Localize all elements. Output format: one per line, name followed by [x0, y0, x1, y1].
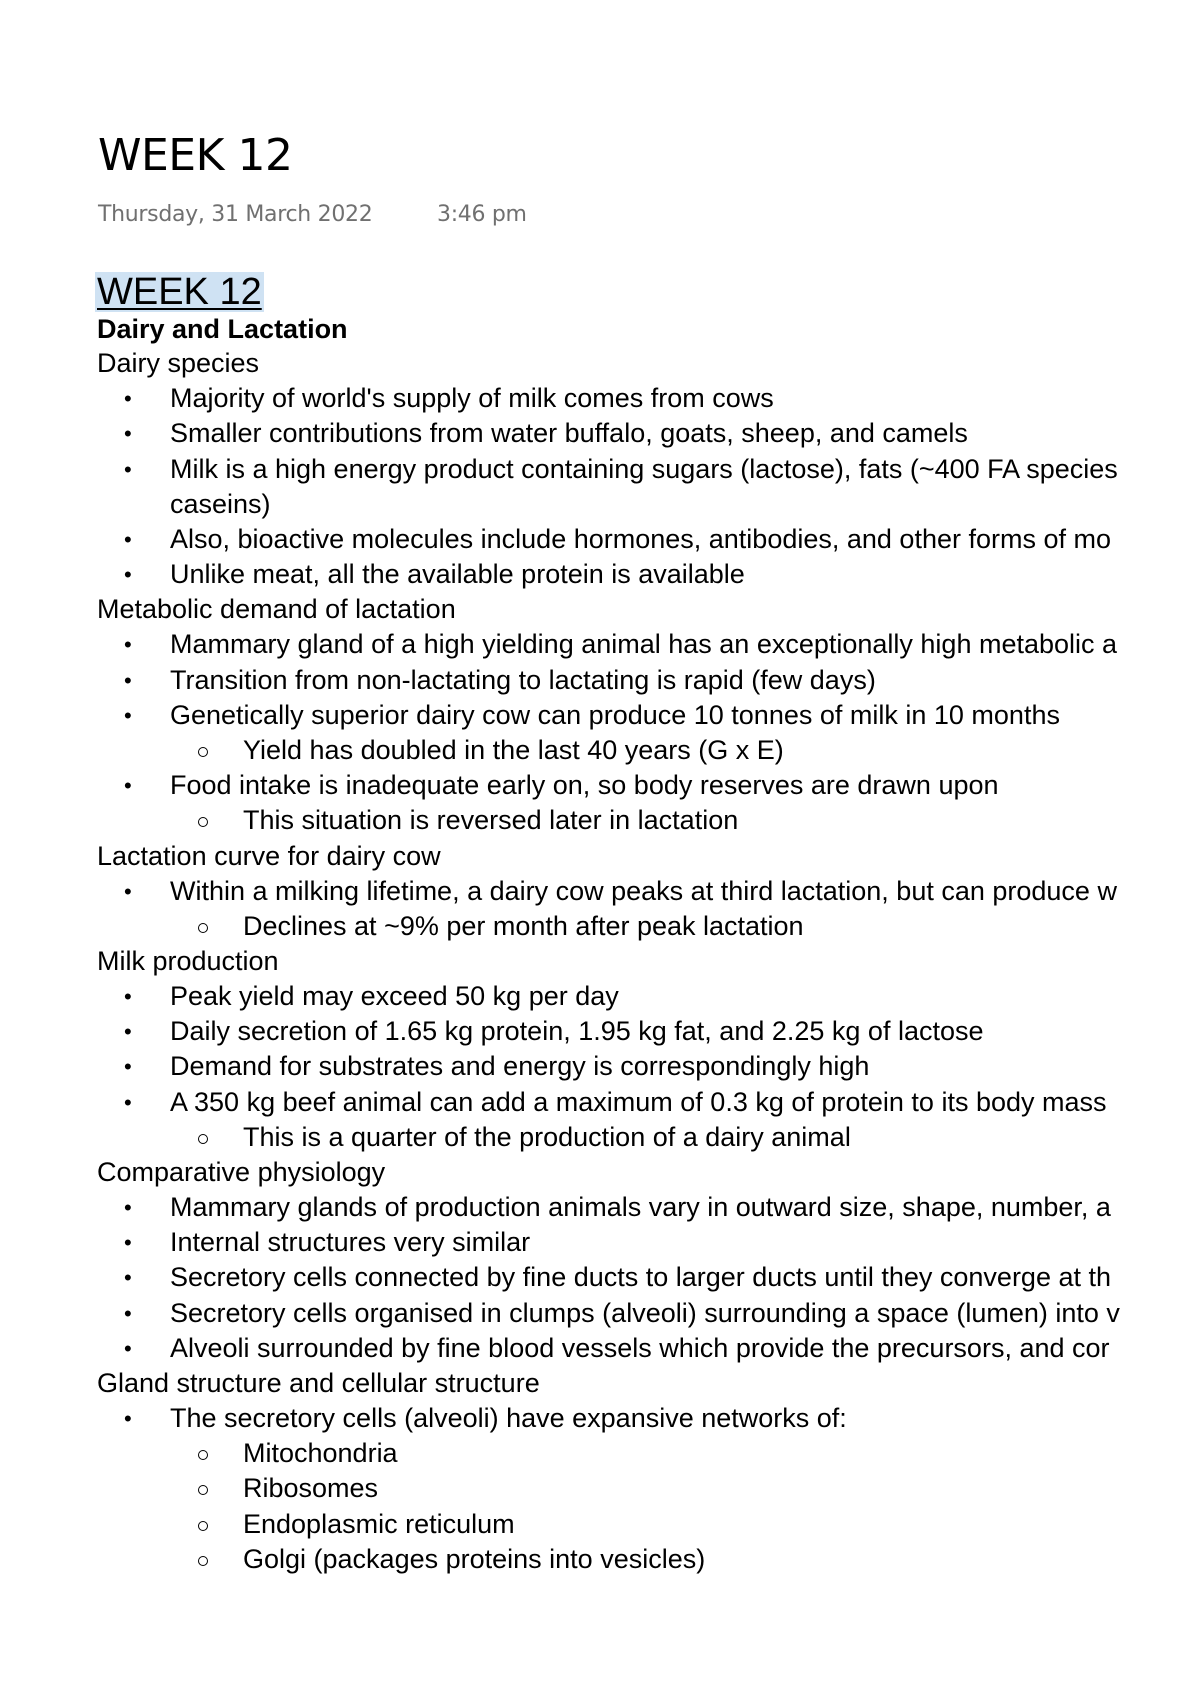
section-title-dairy-species: Dairy species [97, 348, 260, 379]
list-item: • A 350 kg beef animal can add a maximum of 0.3 kg of protein to its body mass [97, 1085, 1200, 1120]
list-item: • Food intake is inadequate early on, so body reserves are drawn upon [97, 768, 1200, 803]
list-item: • Majority of world's supply of milk comes from cows [97, 381, 1200, 416]
list-comparative-physiology [97, 1190, 1200, 1366]
sub-list-item: Yield has doubled in the last 40 years (G x E) [97, 733, 1200, 768]
list-metabolic-demand [97, 627, 1200, 838]
sub-list-item: Golgi (packages proteins into vesicles) [97, 1542, 1200, 1577]
section-title-metabolic-demand: Metabolic demand of lactation [97, 594, 456, 625]
sub-list-item: Ribosomes [97, 1471, 1200, 1506]
page-title: WEEK 12 [98, 130, 293, 181]
list-item: • Also, bioactive molecules include hormones, antibodies, and other forms of mo [97, 522, 1200, 557]
list-item: • Genetically superior dairy cow can produce 10 tonnes of milk in 10 months [97, 698, 1200, 733]
list-item: • Transition from non-lactating to lactating is rapid (few days) [97, 663, 1200, 698]
list-item: • Unlike meat, all the available protein is available [97, 557, 1200, 592]
list-milk-production [97, 979, 1200, 1155]
section-title-lactation-curve: Lactation curve for dairy cow [97, 840, 441, 871]
list-item: • Milk is a high energy product containing sugars (lactose), fats (~400 FA species [97, 452, 1200, 487]
list-gland-structure [97, 1401, 1200, 1577]
section-title-comparative-physiology: Comparative physiology [97, 1157, 386, 1188]
list-item: • Alveoli surrounded by fine blood vessels which provide the precursors, and cor [97, 1331, 1200, 1366]
section-subheading: Dairy and Lactation [97, 314, 348, 345]
list-item: • Within a milking lifetime, a dairy cow peaks at third lactation, but can produce w [97, 874, 1200, 909]
section-title-gland-structure: Gland structure and cellular structure [97, 1368, 540, 1399]
page-date: Thursday, 31 March 2022 [98, 202, 373, 227]
list-item: • Mammary gland of a high yielding animal has an exceptionally high metabolic a [97, 627, 1200, 662]
sub-list-item: Declines at ~9% per month after peak lactation [97, 909, 1200, 944]
list-item: • Peak yield may exceed 50 kg per day [97, 979, 1200, 1014]
note-content [97, 272, 1200, 1577]
section-title-milk-production: Milk production [97, 946, 279, 977]
list-item: • Mammary glands of production animals vary in outward size, shape, number, a [97, 1190, 1200, 1225]
week-heading-link[interactable]: WEEK 12 [97, 271, 262, 313]
list-lactation-curve [97, 874, 1200, 944]
list-item: • The secretory cells (alveoli) have expansive networks of: [97, 1401, 1200, 1436]
sub-list-item: Endoplasmic reticulum [97, 1507, 1200, 1542]
list-item: • Secretory cells connected by fine ducts to larger ducts until they converge at th [97, 1260, 1200, 1295]
page-time: 3:46 pm [437, 202, 527, 227]
sub-list-item: This situation is reversed later in lactation [97, 803, 1200, 838]
sub-list-item: Mitochondria [97, 1436, 1200, 1471]
list-dairy-species [97, 381, 1200, 592]
list-item: • Secretory cells organised in clumps (alveoli) surrounding a space (lumen) into v [97, 1296, 1200, 1331]
list-item-continuation: caseins) [170, 488, 271, 519]
list-item: • Smaller contributions from water buffalo, goats, sheep, and camels [97, 416, 1200, 451]
list-item: • Demand for substrates and energy is correspondingly high [97, 1049, 1200, 1084]
sub-list-item: This is a quarter of the production of a dairy animal [97, 1120, 1200, 1155]
list-item: • Daily secretion of 1.65 kg protein, 1.95 kg fat, and 2.25 kg of lactose [97, 1014, 1200, 1049]
list-item: • Internal structures very similar [97, 1225, 1200, 1260]
